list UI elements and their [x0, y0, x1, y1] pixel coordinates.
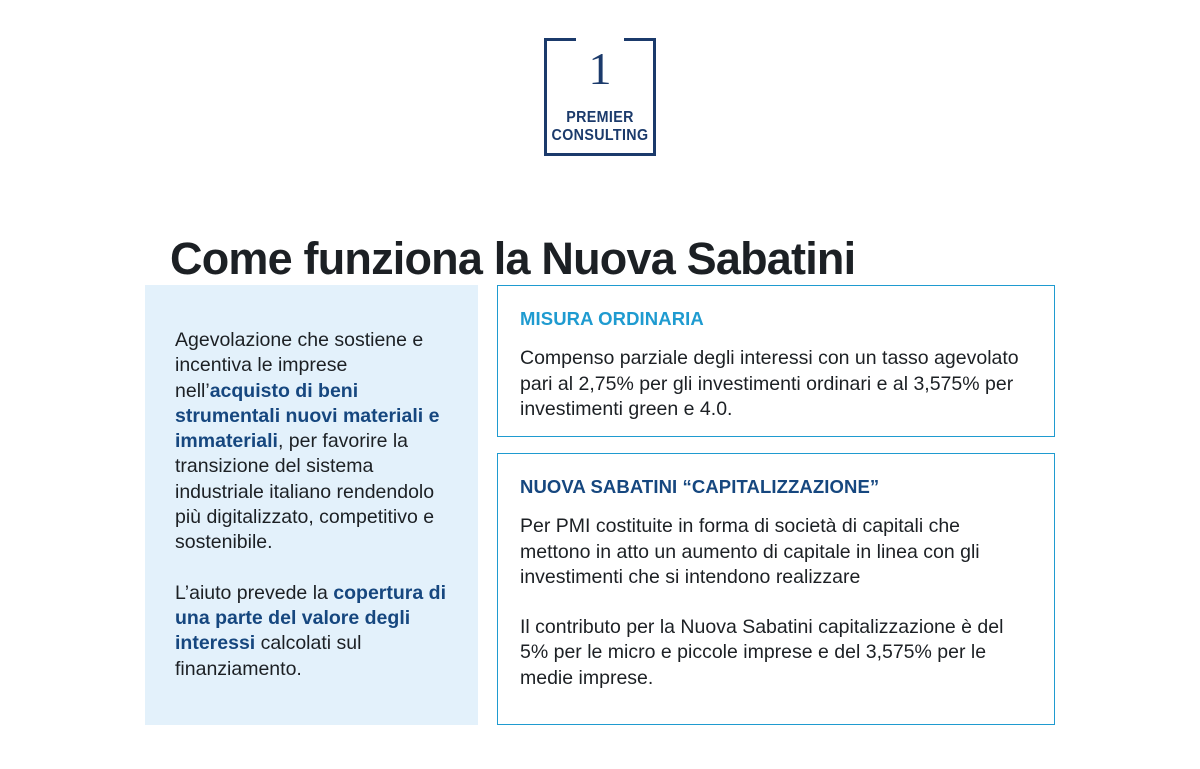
logo-container — [0, 38, 1200, 156]
premier-consulting-logo — [544, 38, 656, 156]
logo-notch-decoration — [576, 35, 624, 43]
intro-p2-text-after: calcolati sul finanziamento. — [175, 632, 362, 680]
measure-card-paragraph: Per PMI costituite in forma di società di capitali che mettono in atto un aumento di capitale in linea con gli investimenti che si intendono realizzare — [520, 515, 980, 588]
intro-paragraph-2 — [175, 581, 446, 682]
intro-p1-text-before: Agevolazione che sostiene e incentiva le imprese nell’ — [175, 329, 424, 402]
intro-p1-highlight: acquisto di beni strumentali nuovi materiali e immateriali — [175, 379, 440, 453]
intro-paragraph-1 — [175, 328, 446, 556]
intro-p1-text-after: , per favorire la transizione del sistema industriale italiano rendendolo più digitalizzato, competitivo e sostenibile. — [175, 430, 435, 554]
logo-wordmark-line-2: CONSULTING — [551, 126, 649, 144]
measure-card-ordinaria — [497, 285, 1055, 437]
intro-p2-text-before: L’aiuto prevede la — [175, 581, 334, 604]
measure-card-title: NUOVA SABATINI “CAPITALIZZAZIONE” — [520, 476, 880, 497]
measure-card-title: MISURA ORDINARIA — [520, 308, 704, 329]
intro-p2-highlight: copertura di una parte del valore degli interessi — [175, 581, 446, 655]
measure-card-capitalizzazione — [497, 453, 1055, 725]
intro-panel — [145, 285, 478, 725]
logo-numeral-one: 1 — [588, 43, 612, 94]
logo-wordmark-line-1: PREMIER — [566, 109, 634, 127]
page-title: Come funziona la Nuova Sabatini — [170, 233, 856, 285]
measure-card-paragraph: Compenso parziale degli interessi con un tasso agevolato pari al 2,75% per gli investimenti ordinari e al 3,575% per investimenti green e 4.0. — [520, 347, 1019, 420]
logo-wordmark — [544, 109, 656, 144]
measure-card-paragraph: Il contributo per la Nuova Sabatini capitalizzazione è del 5% per le micro e piccole imprese e del 3,575% per le medie imprese. — [520, 615, 1004, 689]
